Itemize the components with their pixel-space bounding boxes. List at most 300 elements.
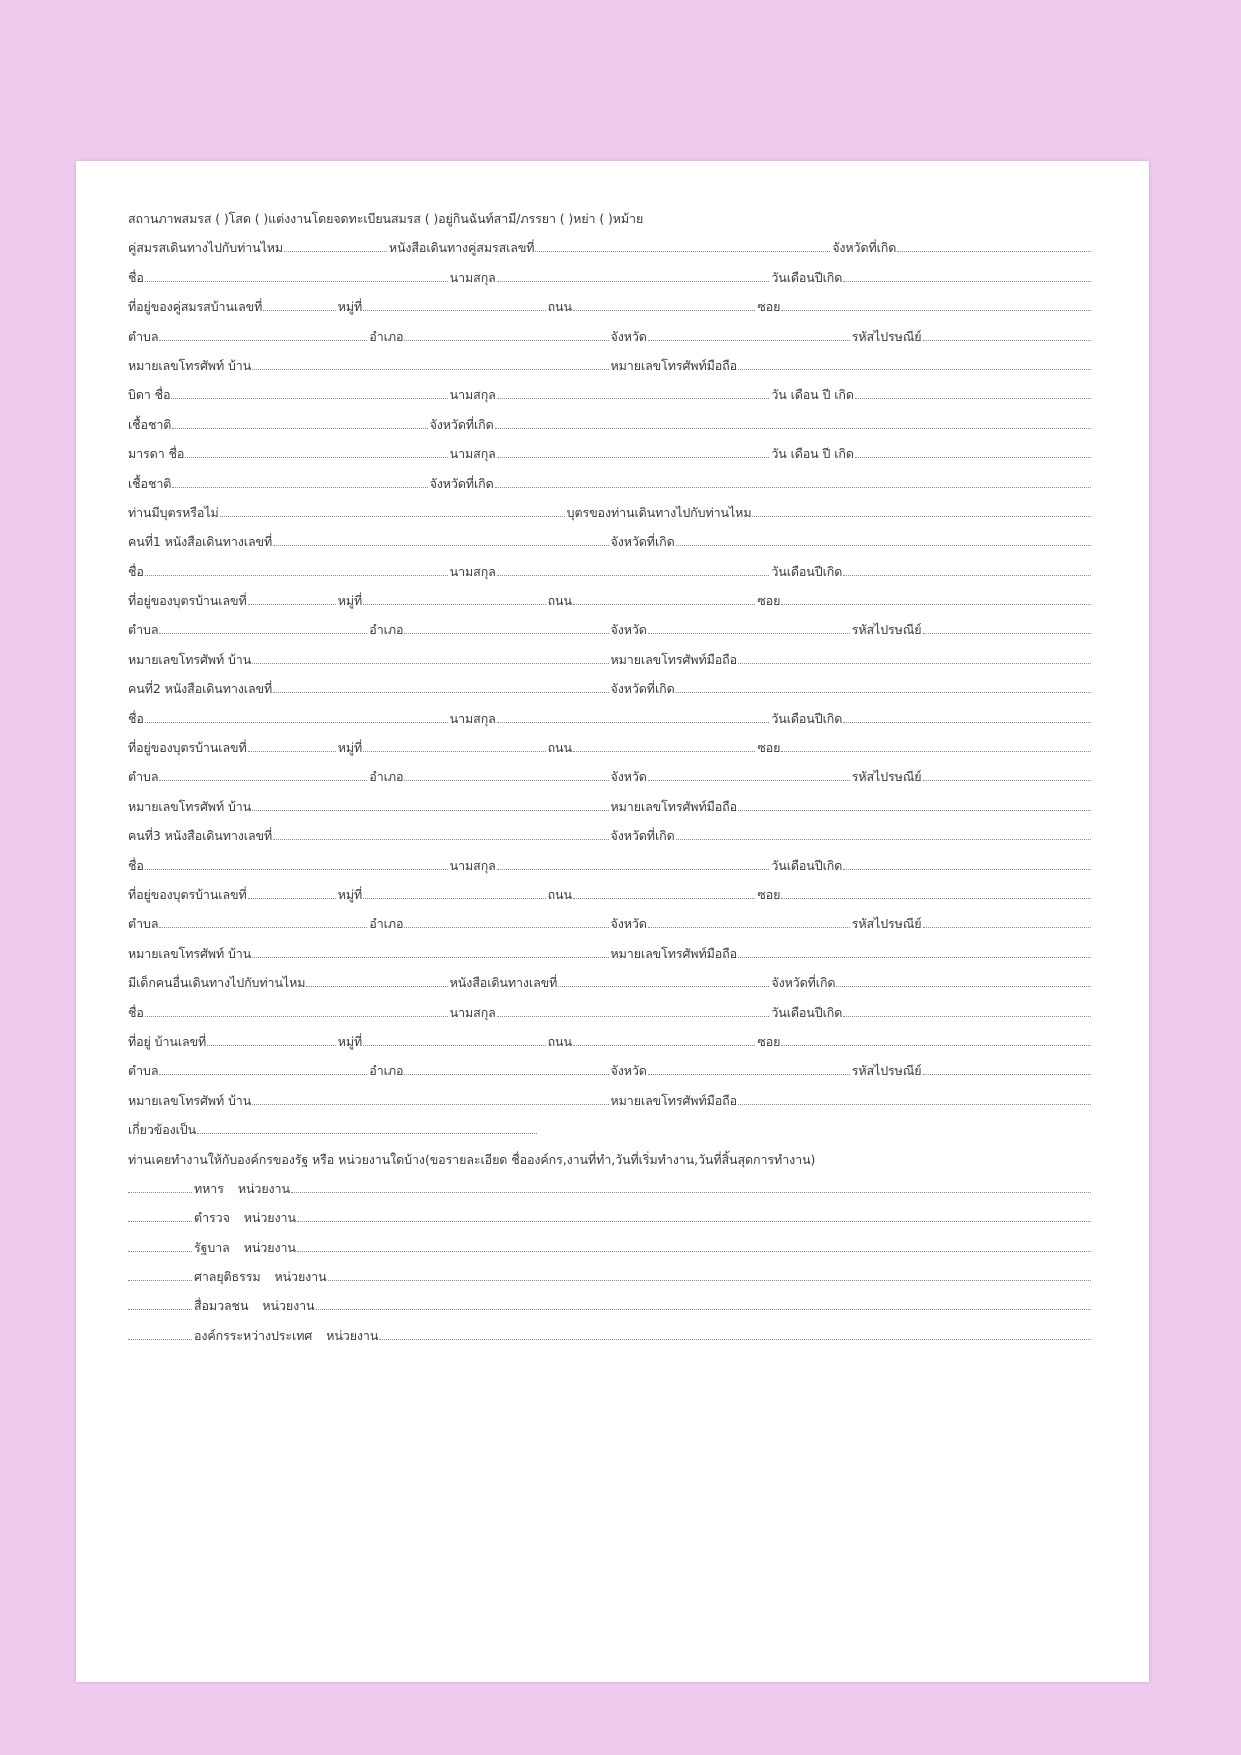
- field-label: วันเดือนปีเกิด: [771, 710, 843, 726]
- field-label: คู่สมรสเดินทางไปกับท่านไหม: [128, 240, 284, 256]
- agency-line: [128, 1284, 1093, 1313]
- field-label: ตำบล: [128, 622, 159, 638]
- field-label: ซอย: [757, 740, 781, 756]
- field-label: ตำบล: [128, 769, 159, 785]
- fill-in-field[interactable]: [781, 750, 1091, 752]
- field-label: ชื่อ: [128, 710, 144, 726]
- fill-in-field[interactable]: [497, 1015, 770, 1017]
- agency-unit-field[interactable]: [297, 1250, 1091, 1252]
- field-label: นามสกุล: [449, 269, 496, 285]
- fill-in-field[interactable]: [897, 250, 1091, 252]
- field-label: วันเดือนปีเกิด: [771, 269, 843, 285]
- form-field-group: [567, 505, 1093, 520]
- field-label: หมายเลขโทรศัพท์มือถือ: [610, 798, 738, 814]
- field-label: จังหวัดที่เกิด: [771, 975, 836, 991]
- fill-in-field[interactable]: [497, 456, 770, 458]
- form-field-group: [450, 270, 772, 285]
- form-field-group: [757, 740, 1093, 755]
- field-label: จังหวัดที่เกิด: [610, 534, 675, 550]
- field-label: บิดา ชื่อ: [128, 387, 171, 403]
- fill-in-field[interactable]: [752, 515, 1091, 517]
- field-label: จังหวัดที่เกิด: [429, 416, 494, 432]
- form-field-group: [450, 564, 772, 579]
- fill-in-field[interactable]: [836, 985, 1091, 987]
- fill-in-field[interactable]: [738, 662, 1091, 664]
- field-label: หมายเลขโทรศัพท์มือถือ: [610, 357, 738, 373]
- form-field-group: [128, 622, 369, 637]
- fill-in-field[interactable]: [855, 397, 1091, 399]
- agency-type: ตำรวจ: [194, 1210, 230, 1226]
- field-label: ชื่อ: [128, 269, 144, 285]
- fill-in-field[interactable]: [738, 809, 1091, 811]
- fill-in-field[interactable]: [923, 339, 1091, 341]
- field-label: คนที่2 หนังสือเดินทางเลขที่: [128, 681, 273, 697]
- form-field-group: [128, 476, 430, 491]
- fill-in-field[interactable]: [159, 632, 367, 634]
- fill-in-field[interactable]: [263, 309, 336, 311]
- form-field-group: [128, 681, 611, 696]
- agency-check-field[interactable]: [128, 1220, 192, 1222]
- fill-in-field[interactable]: [781, 309, 1091, 311]
- form-field-group: [852, 329, 1093, 344]
- fill-in-field[interactable]: [145, 280, 448, 282]
- form-field-group: [430, 476, 1093, 491]
- field-label: ซอย: [757, 593, 781, 609]
- field-label: จังหวัดที่เกิด: [610, 681, 675, 697]
- field-label: ที่อยู่ของบุตรบ้านเลขที่: [128, 593, 247, 609]
- fill-in-field[interactable]: [648, 779, 850, 781]
- field-label: อำเภอ: [369, 769, 404, 785]
- fill-in-field[interactable]: [159, 1073, 367, 1075]
- fill-in-field[interactable]: [535, 250, 830, 252]
- form-field-group: [128, 564, 450, 579]
- fill-in-field[interactable]: [404, 339, 608, 341]
- form-field-group: [338, 299, 548, 314]
- form-field-group: [128, 916, 369, 931]
- field-label: เชื้อชาติ: [128, 475, 172, 491]
- form-field-group: [611, 916, 852, 931]
- relationship-label: เกี่ยวข้องเป็น: [128, 1122, 197, 1138]
- fill-in-field[interactable]: [404, 632, 608, 634]
- field-label: วันเดือนปีเกิด: [771, 857, 843, 873]
- fill-in-field[interactable]: [404, 1073, 608, 1075]
- fill-in-field[interactable]: [306, 985, 447, 987]
- agency-unit-label: หน่วยงาน: [243, 1210, 296, 1226]
- form-line: [128, 990, 1093, 1019]
- field-label: วันเดือนปีเกิด: [771, 1004, 843, 1020]
- form-field-group: [128, 858, 450, 873]
- fill-in-field[interactable]: [145, 574, 448, 576]
- field-label: หมายเลขโทรศัพท์ บ้าน: [128, 357, 252, 373]
- fill-in-field[interactable]: [855, 456, 1091, 458]
- form-line: [128, 637, 1093, 666]
- field-label: ถนน: [547, 886, 572, 902]
- fill-in-field[interactable]: [781, 897, 1091, 899]
- form-line: [128, 314, 1093, 343]
- fill-in-field[interactable]: [676, 691, 1091, 693]
- agency-unit-label: หน่วยงาน: [243, 1239, 296, 1255]
- fill-in-field[interactable]: [172, 486, 427, 488]
- field-label: จังหวัดที่เกิด: [832, 240, 897, 256]
- form-field-group: [369, 329, 610, 344]
- form-field-group: [757, 887, 1093, 902]
- fill-in-field[interactable]: [648, 632, 850, 634]
- field-label: รหัสไปรษณีย์: [851, 622, 922, 638]
- form-field-group: [771, 1005, 1093, 1020]
- agency-type: สื่อมวลชน: [194, 1298, 249, 1314]
- fill-in-field[interactable]: [185, 456, 447, 458]
- fill-in-field[interactable]: [145, 868, 448, 870]
- form-field-group: [369, 622, 610, 637]
- fill-in-field[interactable]: [923, 926, 1091, 928]
- field-label: ถนน: [547, 299, 572, 315]
- form-field-group: [548, 740, 758, 755]
- form-field-group: [128, 887, 338, 902]
- fill-in-field[interactable]: [781, 603, 1091, 605]
- fill-in-field[interactable]: [648, 1073, 850, 1075]
- field-label: หมายเลขโทรศัพท์ บ้าน: [128, 1092, 252, 1108]
- form-line: [128, 226, 1093, 255]
- fill-in-field[interactable]: [573, 1044, 755, 1046]
- form-field-group: [128, 975, 450, 990]
- form-field-group: [548, 1034, 758, 1049]
- fill-in-field[interactable]: [248, 750, 336, 752]
- form-line: [128, 843, 1093, 872]
- fill-in-field[interactable]: [497, 397, 770, 399]
- field-label: รหัสไปรษณีย์: [851, 916, 922, 932]
- form-field-group: [611, 1063, 852, 1078]
- fill-in-field[interactable]: [252, 809, 608, 811]
- fill-in-field[interactable]: [220, 515, 565, 517]
- agency-check-field[interactable]: [128, 1308, 192, 1310]
- fill-in-field[interactable]: [497, 721, 770, 723]
- field-label: ตำบล: [128, 916, 159, 932]
- agency-unit-field[interactable]: [328, 1279, 1091, 1281]
- fill-in-field[interactable]: [923, 632, 1091, 634]
- form-field-group: [128, 652, 611, 667]
- form-field-group: [771, 975, 1093, 990]
- form-field-group: [852, 769, 1093, 784]
- field-label: จังหวัดที่เกิด: [610, 828, 675, 844]
- form-line: [128, 961, 1093, 990]
- field-label: วัน เดือน ปี เกิด: [771, 387, 854, 403]
- field-label: อำเภอ: [369, 916, 404, 932]
- agency-unit-field[interactable]: [379, 1338, 1091, 1340]
- fill-in-field[interactable]: [248, 897, 336, 899]
- form-field-group: [611, 1093, 1094, 1108]
- form-fields: [128, 226, 1093, 1108]
- form-field-group: [128, 446, 450, 461]
- form-field-group: [128, 299, 338, 314]
- field-label: จังหวัด: [610, 328, 647, 344]
- fill-in-field[interactable]: [363, 1044, 545, 1046]
- form-field-group: [450, 975, 772, 990]
- form-field-group: [450, 711, 772, 726]
- fill-in-field[interactable]: [923, 779, 1091, 781]
- agency-type: รัฐบาล: [194, 1239, 230, 1255]
- fill-in-field[interactable]: [497, 574, 770, 576]
- form-line: [128, 696, 1093, 725]
- fill-in-field[interactable]: [573, 750, 755, 752]
- fill-in-field[interactable]: [363, 309, 545, 311]
- fill-in-field[interactable]: [738, 1103, 1091, 1105]
- fill-in-field[interactable]: [363, 897, 545, 899]
- form-line: [128, 1020, 1093, 1049]
- fill-in-field[interactable]: [248, 603, 336, 605]
- field-label: ตำบล: [128, 1063, 159, 1079]
- employment-question-line: [128, 1137, 1093, 1166]
- form-field-group: [771, 270, 1093, 285]
- fill-in-field[interactable]: [159, 779, 367, 781]
- form-field-group: [852, 916, 1093, 931]
- form-field-group: [338, 740, 548, 755]
- fill-in-field[interactable]: [497, 280, 770, 282]
- agency-check-field[interactable]: [128, 1338, 192, 1340]
- form-field-group: [128, 769, 369, 784]
- form-field-group: [548, 299, 758, 314]
- field-label: ซอย: [757, 886, 781, 902]
- fill-in-field[interactable]: [495, 486, 1091, 488]
- form-field-group: [369, 916, 610, 931]
- form-field-group: [128, 329, 369, 344]
- form-field-group: [611, 534, 1094, 549]
- fill-in-field[interactable]: [273, 691, 608, 693]
- fill-in-field[interactable]: [363, 603, 545, 605]
- agency-unit-field[interactable]: [291, 1191, 1091, 1193]
- form-field-group: [757, 1034, 1093, 1049]
- form-field-group: [128, 1005, 450, 1020]
- form-field-group: [128, 1093, 611, 1108]
- form-field-group: [128, 1063, 369, 1078]
- fill-in-field[interactable]: [172, 427, 427, 429]
- field-label: ชื่อ: [128, 857, 144, 873]
- field-label: ถนน: [547, 1033, 572, 1049]
- form-line: [128, 344, 1093, 373]
- form-field-group: [450, 858, 772, 873]
- form-field-group: [128, 505, 567, 520]
- form-field-group: [128, 828, 611, 843]
- fill-in-field[interactable]: [648, 339, 850, 341]
- form-field-group: [128, 534, 611, 549]
- form-field-group: [611, 799, 1094, 814]
- form-line: [128, 902, 1093, 931]
- form-field-group: [611, 622, 852, 637]
- fill-in-field[interactable]: [252, 368, 608, 370]
- field-label: ซอย: [757, 1033, 781, 1049]
- form-field-group: [771, 446, 1093, 461]
- form-field-group: [338, 1034, 548, 1049]
- fill-in-field[interactable]: [648, 926, 850, 928]
- field-label: อำเภอ: [369, 622, 404, 638]
- field-label: จังหวัดที่เกิด: [429, 475, 494, 491]
- fill-in-field[interactable]: [495, 427, 1091, 429]
- form-field-group: [128, 946, 611, 961]
- agency-unit-label: หน่วยงาน: [262, 1298, 315, 1314]
- field-label: วัน เดือน ปี เกิด: [771, 446, 854, 462]
- fill-in-field[interactable]: [573, 309, 755, 311]
- form-field-group: [611, 946, 1094, 961]
- fill-in-field[interactable]: [781, 1044, 1091, 1046]
- agency-check-field[interactable]: [128, 1191, 192, 1193]
- form-field-group: [128, 799, 611, 814]
- form-field-group: [771, 711, 1093, 726]
- form-line: [128, 814, 1093, 843]
- field-label: จังหวัด: [610, 1063, 647, 1079]
- fill-in-field[interactable]: [404, 779, 608, 781]
- agency-line: [128, 1225, 1093, 1254]
- form-line: [128, 285, 1093, 314]
- agency-check-field[interactable]: [128, 1279, 192, 1281]
- field-label: หมายเลขโทรศัพท์ บ้าน: [128, 945, 252, 961]
- field-label: คนที่1 หนังสือเดินทางเลขที่: [128, 534, 273, 550]
- form-line: [128, 491, 1093, 520]
- form-field-group: [757, 299, 1093, 314]
- field-label: นามสกุล: [449, 563, 496, 579]
- fill-in-field[interactable]: [171, 397, 447, 399]
- field-label: ท่านมีบุตรหรือไม่: [128, 504, 219, 520]
- fill-in-field[interactable]: [252, 956, 608, 958]
- fill-in-field[interactable]: [676, 544, 1091, 546]
- form-field-group: [611, 652, 1094, 667]
- form-field-group: [852, 1063, 1093, 1078]
- fill-in-field[interactable]: [573, 603, 755, 605]
- field-label: หมายเลขโทรศัพท์มือถือ: [610, 651, 738, 667]
- field-label: ที่อยู่ของบุตรบ้านเลขที่: [128, 740, 247, 756]
- marital-status-text: สถานภาพสมรส ( )โสด ( )แต่งงานโดยจดทะเบียนสมรส ( )อยู่กินฉันท์สามี/ภรรยา ( )หย่า ( )หม้าย: [128, 211, 644, 226]
- agency-line: [128, 1167, 1093, 1196]
- form-field-group: [771, 564, 1093, 579]
- form-field-group: [611, 828, 1094, 843]
- form-field-group: [771, 387, 1093, 402]
- field-label: จังหวัด: [610, 622, 647, 638]
- agency-unit-label: หน่วยงาน: [326, 1327, 379, 1343]
- field-label: หมายเลขโทรศัพท์ บ้าน: [128, 798, 252, 814]
- form-field-group: [450, 446, 772, 461]
- form-field-group: [128, 740, 338, 755]
- form-line: [128, 873, 1093, 902]
- form-line: [128, 667, 1093, 696]
- fill-in-field[interactable]: [843, 868, 1091, 870]
- form-field-group: [128, 417, 430, 432]
- form-field-group: [338, 887, 548, 902]
- form-field-group: [771, 858, 1093, 873]
- field-label: ที่อยู่ของบุตรบ้านเลขที่: [128, 886, 247, 902]
- form-line: [128, 373, 1093, 402]
- fill-in-field[interactable]: [497, 868, 770, 870]
- form-field-group: [128, 711, 450, 726]
- form-field-group: [548, 887, 758, 902]
- field-label: ที่อยู่ บ้านเลขที่: [128, 1033, 207, 1049]
- field-label: หนังสือเดินทางคู่สมรสเลขที่: [388, 240, 535, 256]
- form-field-group: [128, 358, 611, 373]
- form-line: [128, 726, 1093, 755]
- fill-in-field[interactable]: [159, 926, 367, 928]
- relationship-line: [128, 1108, 1093, 1137]
- employment-question: ท่านเคยทำงานให้กับองค์กรของรัฐ หรือ หน่วยงานใดบ้าง(ขอรายละเอียด ชื่อองค์กร,งานที่ทำ,วันที่เริ่มทำงาน,วันที่สิ้นสุดการทำงาน): [128, 1151, 816, 1167]
- fill-in-field[interactable]: [738, 368, 1091, 370]
- form-line: [128, 1049, 1093, 1078]
- agency-unit-field[interactable]: [316, 1308, 1092, 1310]
- field-label: ซอย: [757, 299, 781, 315]
- form-line: [128, 579, 1093, 608]
- fill-in-field[interactable]: [273, 544, 608, 546]
- field-label: หมายเลขโทรศัพท์มือถือ: [610, 1092, 738, 1108]
- form-field-group: [430, 417, 1093, 432]
- fill-in-field[interactable]: [159, 339, 367, 341]
- field-label: รหัสไปรษณีย์: [851, 1063, 922, 1079]
- fill-in-field[interactable]: [207, 1044, 336, 1046]
- form-line: [128, 432, 1093, 461]
- agency-check-field[interactable]: [128, 1250, 192, 1252]
- field-label: เชื้อชาติ: [128, 416, 172, 432]
- relationship-field[interactable]: [197, 1132, 537, 1134]
- fill-in-field[interactable]: [404, 926, 608, 928]
- field-label: นามสกุล: [449, 446, 496, 462]
- field-label: นามสกุล: [449, 387, 496, 403]
- fill-in-field[interactable]: [738, 956, 1091, 958]
- form-field-group: [369, 1063, 610, 1078]
- field-label: หมู่ที่: [337, 299, 363, 315]
- fill-in-field[interactable]: [843, 280, 1091, 282]
- fill-in-field[interactable]: [573, 897, 755, 899]
- form-line: [128, 784, 1093, 813]
- form-field-group: [389, 240, 832, 255]
- fill-in-field[interactable]: [284, 250, 387, 252]
- field-label: หมายเลขโทรศัพท์มือถือ: [610, 945, 738, 961]
- fill-in-field[interactable]: [923, 1073, 1091, 1075]
- field-label: ชื่อ: [128, 1004, 144, 1020]
- form-field-group: [128, 240, 389, 255]
- form-page: [76, 161, 1149, 1682]
- fill-in-field[interactable]: [252, 662, 608, 664]
- agency-line: [128, 1313, 1093, 1342]
- agency-list: [128, 1167, 1093, 1343]
- form-field-group: [611, 769, 852, 784]
- fill-in-field[interactable]: [843, 574, 1091, 576]
- form-line: [128, 1078, 1093, 1107]
- form-field-group: [338, 593, 548, 608]
- fill-in-field[interactable]: [145, 721, 448, 723]
- fill-in-field[interactable]: [676, 838, 1091, 840]
- form-line: [128, 461, 1093, 490]
- form-line: [128, 402, 1093, 431]
- fill-in-field[interactable]: [145, 1015, 448, 1017]
- form-field-group: [128, 270, 450, 285]
- fill-in-field[interactable]: [363, 750, 545, 752]
- form-line: [128, 755, 1093, 784]
- field-label: รหัสไปรษณีย์: [851, 328, 922, 344]
- field-label: ตำบล: [128, 328, 159, 344]
- form-field-group: [450, 387, 772, 402]
- agency-unit-field[interactable]: [297, 1220, 1091, 1222]
- agency-type: องค์กรระหว่างประเทศ: [194, 1327, 313, 1343]
- field-label: จังหวัด: [610, 769, 647, 785]
- form-field-group: [852, 622, 1093, 637]
- fill-in-field[interactable]: [843, 1015, 1091, 1017]
- fill-in-field[interactable]: [252, 1103, 608, 1105]
- agency-type: ศาลยุติธรรม: [194, 1269, 261, 1285]
- fill-in-field[interactable]: [273, 838, 608, 840]
- field-label: ชื่อ: [128, 563, 144, 579]
- form-field-group: [128, 593, 338, 608]
- field-label: หมู่ที่: [337, 886, 363, 902]
- form-field-group: [611, 681, 1094, 696]
- field-label: หมู่ที่: [337, 740, 363, 756]
- fill-in-field[interactable]: [843, 721, 1091, 723]
- field-label: ถนน: [547, 593, 572, 609]
- fill-in-field[interactable]: [558, 985, 769, 987]
- form-field-group: [832, 240, 1093, 255]
